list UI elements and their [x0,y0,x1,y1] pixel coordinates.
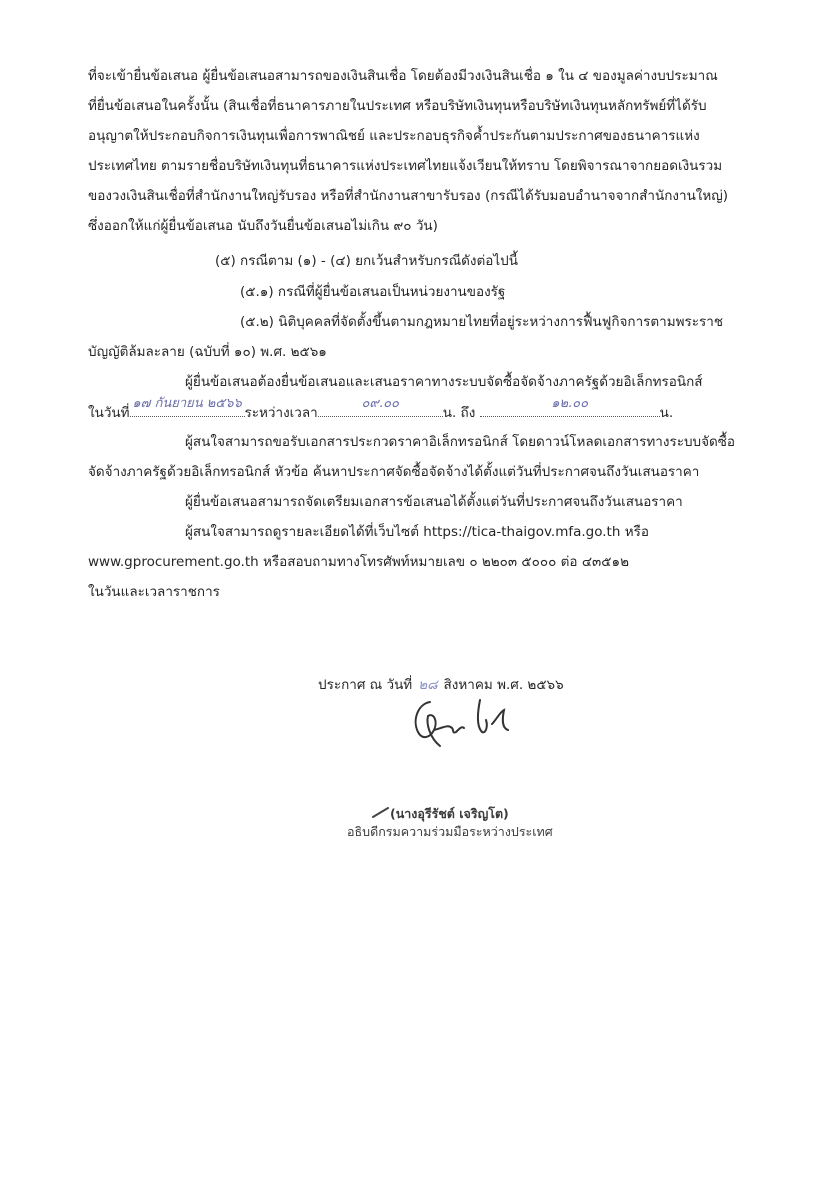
body-line: ประเทศไทย ตามรายชื่อบริษัทเงินทุนที่ธนาคารแห่งประเทศไทยแจ้งเวียนให้ทราบ โดยพิจารณาจากยอดเงินรวม [88,158,723,174]
body-line: ที่ยื่นข้อเสนอในครั้งนั้น (สินเชื่อที่ธนาคารภายในประเทศ หรือบริษัทเงินทุนหรือบริษัทเงินทุนหลักทรัพย์ที่ได้รับ [88,98,707,114]
date-handwritten: ๑๗ กันยายน ๒๕๖๖ [132,396,242,411]
contact-line: ในวันและเวลาราชการ [88,584,220,600]
submission-date-line [88,396,674,423]
time-from-field [318,396,443,417]
download-line: จัดจ้างภาครัฐด้วยอิเล็กทรอนิกส์ หัวข้อ ค้นหาประกาศจัดซื้อจัดจ้างได้ตั้งแต่วันที่ประกาศจนถึงวันเสนอราคา [88,464,700,480]
body-line: ที่จะเข้ายื่นข้อเสนอ ผู้ยื่นข้อเสนอสามารถของเงินสินเชื่อ โดยต้องมีวงเงินสินเชื่อ ๑ ใน ๔ ของมูลค่างบประมาณ [88,68,718,84]
item-5-2-cont: บัญญัติล้มละลาย (ฉบับที่ ๑๐) พ.ศ. ๒๕๖๑ [88,344,327,360]
time-to-field [480,396,660,417]
item-5-2: (๕.๒) นิติบุคคลที่จัดตั้งขึ้นตามกฎหมายไทยที่อยู่ระหว่างการฟื้นฟูกิจการตามพระราช [240,314,724,330]
submission-line: ผู้ยื่นข้อเสนอต้องยื่นข้อเสนอและเสนอราคาทางระบบจัดซื้อจัดจ้างภาครัฐด้วยอิเล็กทรอนิกส์ [185,374,703,390]
contact-line: ผู้สนใจสามารถดูรายละเอียดได้ที่เว็บไซต์ https://tica-thaigov.mfa.go.th หรือ [185,524,649,540]
body-line: อนุญาตให้ประกอบกิจการเงินทุนเพื่อการพาณิชย์ และประกอบธุรกิจค้ำประกันตามประกาศของธนาคารแห่ง [88,128,700,144]
item-5: (๕) กรณีตาม (๑) - (๔) ยกเว้นสำหรับกรณีดังต่อไปนี้ [215,253,518,269]
signature-tick-mark [372,805,390,819]
contact-line: www.gprocurement.go.th หรือสอบถามทางโทรศัพท์หมายเลข ๐ ๒๒๐๓ ๕๐๐๐ ต่อ ๔๓๕๑๒ [88,554,629,570]
time-from-handwritten: ๐๙.๐๐ [361,396,399,411]
time-label: ระหว่างเวลา [244,405,318,421]
end-unit: น. [659,405,674,421]
signatory-title: อธิบดีกรมความร่วมมือระหว่างประเทศ [347,824,553,839]
signatory-name: (นางอุรีรัชต์ เจริญโต) [390,806,509,821]
to-label: น. ถึง [442,405,476,421]
date-label: ในวันที่ [88,405,130,421]
announce-prefix: ประกาศ ณ วันที่ [318,677,413,693]
time-to-handwritten: ๑๒.๐๐ [551,396,589,411]
announce-day-handwritten: ๒๘ [418,677,438,693]
body-line: ซึ่งออกให้แก่ผู้ยื่นข้อเสนอ นับถึงวันยื่นข้อเสนอไม่เกิน ๙๐ วัน) [88,218,438,234]
signature-image [400,690,530,760]
body-line: ของวงเงินสินเชื่อที่สำนักงานใหญ่รับรอง หรือที่สำนักงานสาขารับรอง (กรณีได้รับมอบอำนาจจากสำนักงานใหญ่) [88,188,729,204]
item-5-1: (๕.๑) กรณีที่ผู้ยื่นข้อเสนอเป็นหน่วยงานของรัฐ [240,284,506,300]
announce-month-year: สิงหาคม พ.ศ. ๒๕๖๖ [443,677,564,693]
download-line: ผู้สนใจสามารถขอรับเอกสารประกวดราคาอิเล็กทรอนิกส์ โดยดาวน์โหลดเอกสารทางระบบจัดซื้อ [185,434,736,450]
prepare-line: ผู้ยื่นข้อเสนอสามารถจัดเตรียมเอกสารข้อเสนอได้ตั้งแต่วันที่ประกาศจนถึงวันเสนอราคา [185,494,683,510]
date-field [130,396,245,417]
